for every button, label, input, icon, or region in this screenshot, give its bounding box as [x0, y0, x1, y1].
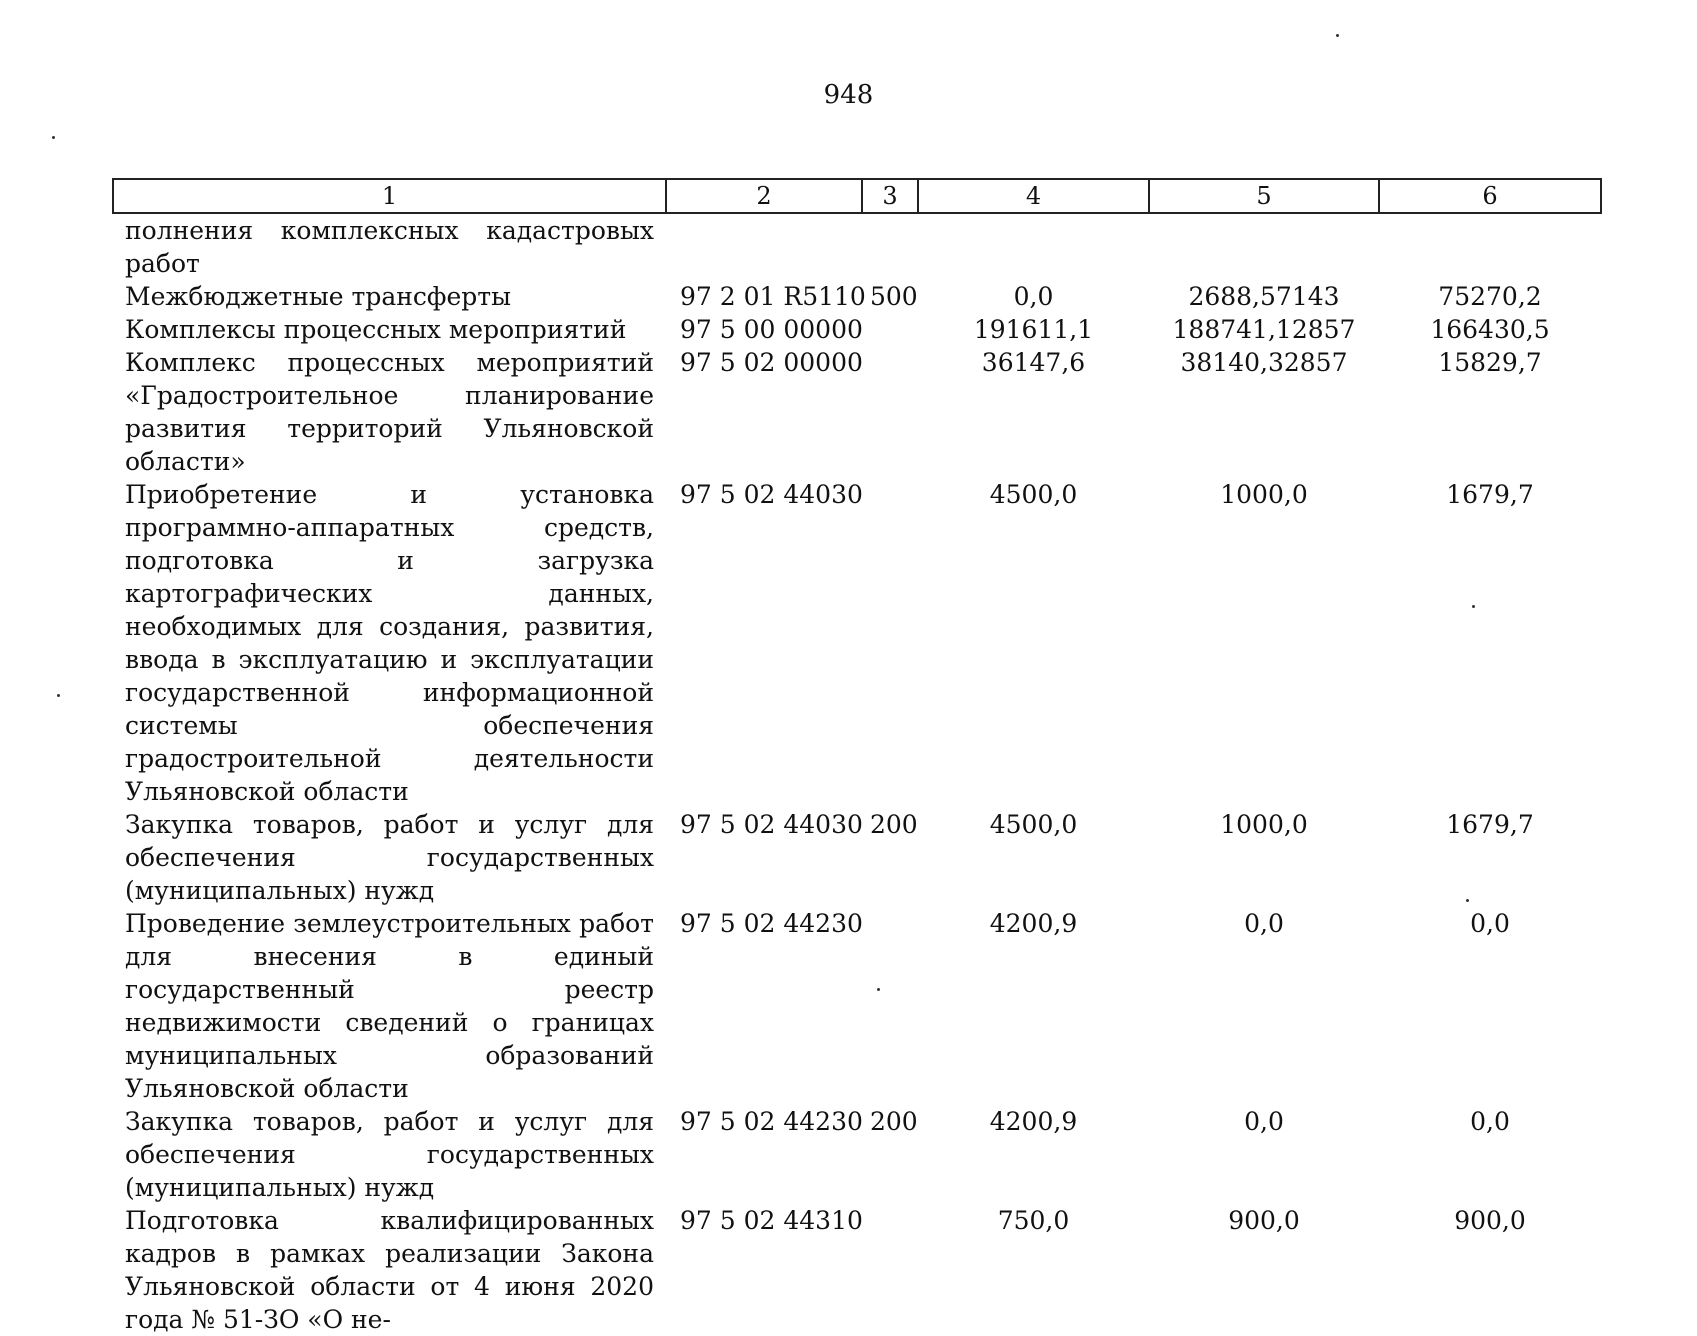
scan-speck: [1472, 605, 1475, 608]
table-body: [113, 213, 1601, 1336]
budget-table: [112, 178, 1602, 1336]
cell-type: [862, 1204, 918, 1336]
cell-value-5: 2688,57143: [1188, 282, 1340, 311]
table-row: [113, 478, 1601, 808]
cell-name: Закупка товаров, работ и услуг для обеспечения государственных (муниципальных) нужд: [125, 810, 654, 905]
cell-code: 97 5 02 44030: [680, 810, 863, 839]
header-col-3: 3: [862, 179, 918, 213]
cell-type: [862, 313, 918, 346]
table-row: [113, 907, 1601, 1105]
table-row: [113, 808, 1601, 907]
cell-value-4: 4200,9: [989, 909, 1078, 938]
cell-code: 97 5 02 00000: [680, 348, 863, 377]
cell-value-4: 36147,6: [981, 348, 1086, 377]
cell-value-6: 1679,7: [1446, 480, 1534, 509]
header-col-6: 6: [1379, 179, 1601, 213]
cell-name: Приобретение и установка программно-аппаратных средств, подготовка и загрузка картографических данных, необходимых для создания, развития, ввода в эксплуатацию и эксплуатации государственной информационной системы обеспечения градостроительной деятельности Ульяновской области: [125, 480, 654, 806]
cell-code: 97 5 02 44230: [680, 1107, 863, 1136]
cell-type: [862, 907, 918, 1105]
cell-value-6: 1679,7: [1446, 810, 1534, 839]
cell-type: 200: [870, 1107, 918, 1136]
cell-value-4: 191611,1: [973, 315, 1094, 344]
scan-speck: [1336, 34, 1339, 37]
cell-value-6: 75270,2: [1438, 282, 1542, 311]
scan-speck: [57, 694, 60, 697]
cell-value-6: 15829,7: [1438, 348, 1542, 377]
cell-name: Комплекс процессных мероприятий «Градостроительное планирование развития территорий Ульяновской области»: [125, 348, 654, 476]
cell-name: Межбюджетные трансферты: [125, 282, 512, 311]
cell-code: 97 5 02 44310: [680, 1206, 863, 1235]
cell-name: Проведение землеустроительных работ для внесения в единый государственный реестр недвижимости сведений о границах муниципальных образований Ульяновской области: [125, 909, 654, 1103]
cell-code: 97 5 02 44030: [680, 480, 863, 509]
table-row: [113, 1105, 1601, 1204]
cell-value-6: 900,0: [1454, 1206, 1526, 1235]
cell-value-4: 0,0: [1013, 282, 1054, 311]
cell-type: [862, 346, 918, 478]
cell-type: 200: [870, 810, 918, 839]
table-row: [113, 1204, 1601, 1336]
cell-value-5: 38140,32857: [1180, 348, 1348, 377]
cell-value-6: 0,0: [1470, 1107, 1510, 1136]
cell-value-5: 900,0: [1228, 1206, 1300, 1235]
cell-value-4: 4500,0: [989, 810, 1078, 839]
header-col-2: 2: [666, 179, 862, 213]
cell-code: [666, 213, 862, 280]
cell-value-6: 0,0: [1470, 909, 1510, 938]
cell-name: Комплексы процессных мероприятий: [125, 315, 627, 344]
page-number: 948: [823, 80, 874, 110]
header-col-5: 5: [1149, 179, 1379, 213]
cell-name: Закупка товаров, работ и услуг для обеспечения государственных (муниципальных) нужд: [125, 1107, 654, 1202]
scan-speck: [52, 136, 55, 139]
cell-code: 97 2 01 R5110: [680, 282, 866, 311]
cell-code: 97 5 02 44230: [680, 909, 863, 938]
cell-value-4: [918, 213, 1149, 280]
cell-code: 97 5 00 00000: [680, 315, 863, 344]
table-row: [113, 280, 1601, 313]
cell-value-5: 0,0: [1244, 1107, 1284, 1136]
cell-value-6: 166430,5: [1430, 315, 1550, 344]
table-row: [113, 313, 1601, 346]
cell-value-5: 0,0: [1244, 909, 1284, 938]
cell-value-4: 750,0: [997, 1206, 1070, 1235]
cell-name: Подготовка квалифицированных кадров в рамках реализации Закона Ульяновской области от 4 июня 2020 года № 51-ЗО «О не-: [125, 1206, 654, 1334]
table-row: [113, 346, 1601, 478]
cell-value-5: 1000,0: [1220, 810, 1308, 839]
scan-speck: [877, 988, 880, 991]
cell-type: [862, 478, 918, 808]
cell-value-6: [1379, 213, 1601, 280]
table-header: [113, 179, 1601, 213]
cell-value-5: 188741,12857: [1172, 315, 1356, 344]
cell-value-5: 1000,0: [1220, 480, 1308, 509]
cell-value-4: 4500,0: [989, 480, 1078, 509]
cell-type: [862, 213, 918, 280]
cell-type: 500: [870, 282, 918, 311]
scan-speck: [1466, 899, 1469, 902]
cell-value-5: [1149, 213, 1379, 280]
cell-value-4: 4200,9: [989, 1107, 1078, 1136]
header-col-4: 4: [918, 179, 1149, 213]
cell-name: полнения комплексных кадастровых работ: [125, 216, 654, 278]
header-row: [113, 179, 1601, 213]
table-row: [113, 213, 1601, 280]
header-col-1: 1: [113, 179, 666, 213]
